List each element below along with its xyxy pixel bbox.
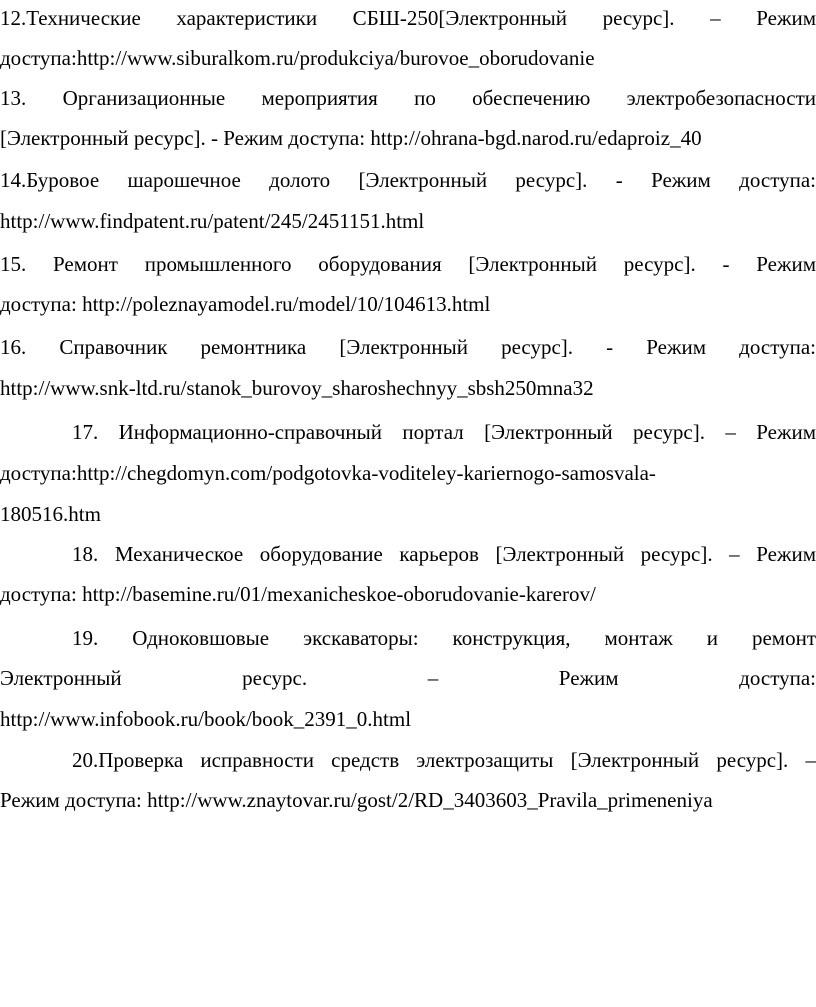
reference-12-line-1: 12.Технические характеристики СБШ-250[Электронный ресурс]. – Режим: [0, 6, 816, 30]
reference-17-line-2: доступа:http://chegdomyn.com/podgotovka-voditeley-kariernogo-samosvala-: [0, 461, 656, 485]
reference-14-line-1: 14.Буровое шарошечное долото [Электронный ресурс]. - Режим доступа:: [0, 168, 816, 192]
reference-17-line-1: 17. Информационно-справочный портал [Электронный ресурс]. – Режим: [72, 420, 816, 444]
reference-12-line-2: доступа:http://www.siburalkom.ru/produkciya/burovoe_oborudovanie: [0, 46, 595, 70]
reference-13-line-1: 13. Организационные мероприятия по обеспечению электробезопасности: [0, 86, 816, 110]
reference-18-line-1: 18. Механическое оборудование карьеров [Электронный ресурс]. – Режим: [72, 542, 816, 566]
reference-15-line-1: 15. Ремонт промышленного оборудования [Электронный ресурс]. - Режим: [0, 252, 816, 276]
reference-18-line-2: доступа: http://basemine.ru/01/mexanicheskoe-oborudovanie-karerov/: [0, 582, 596, 606]
reference-16-line-2: http://www.snk-ltd.ru/stanok_burovoy_sharoshechnyy_sbsh250mna32: [0, 376, 594, 400]
reference-17-line-3: 180516.htm: [0, 502, 101, 526]
reference-19-line-2: Электронный ресурс. – Режим доступа:: [0, 666, 816, 690]
reference-13-line-2: [Электронный ресурс]. - Режим доступа: http://ohrana-bgd.narod.ru/edaproiz_40: [0, 126, 702, 150]
reference-15-line-2: доступа: http://poleznayamodel.ru/model/10/104613.html: [0, 292, 491, 316]
reference-19-line-1: 19. Одноковшовые экскаваторы: конструкция, монтаж и ремонт: [72, 626, 816, 650]
reference-16-line-1: 16. Справочник ремонтника [Электронный ресурс]. - Режим доступа:: [0, 335, 816, 359]
reference-20-line-1: 20.Проверка исправности средств электрозащиты [Электронный ресурс]. –: [72, 748, 816, 772]
reference-14-line-2: http://www.findpatent.ru/patent/245/2451151.html: [0, 209, 425, 233]
reference-20-line-2: Режим доступа: http://www.znaytovar.ru/gost/2/RD_3403603_Pravila_primeneniya: [0, 788, 713, 812]
reference-19-line-3: http://www.infobook.ru/book/book_2391_0.html: [0, 707, 412, 731]
